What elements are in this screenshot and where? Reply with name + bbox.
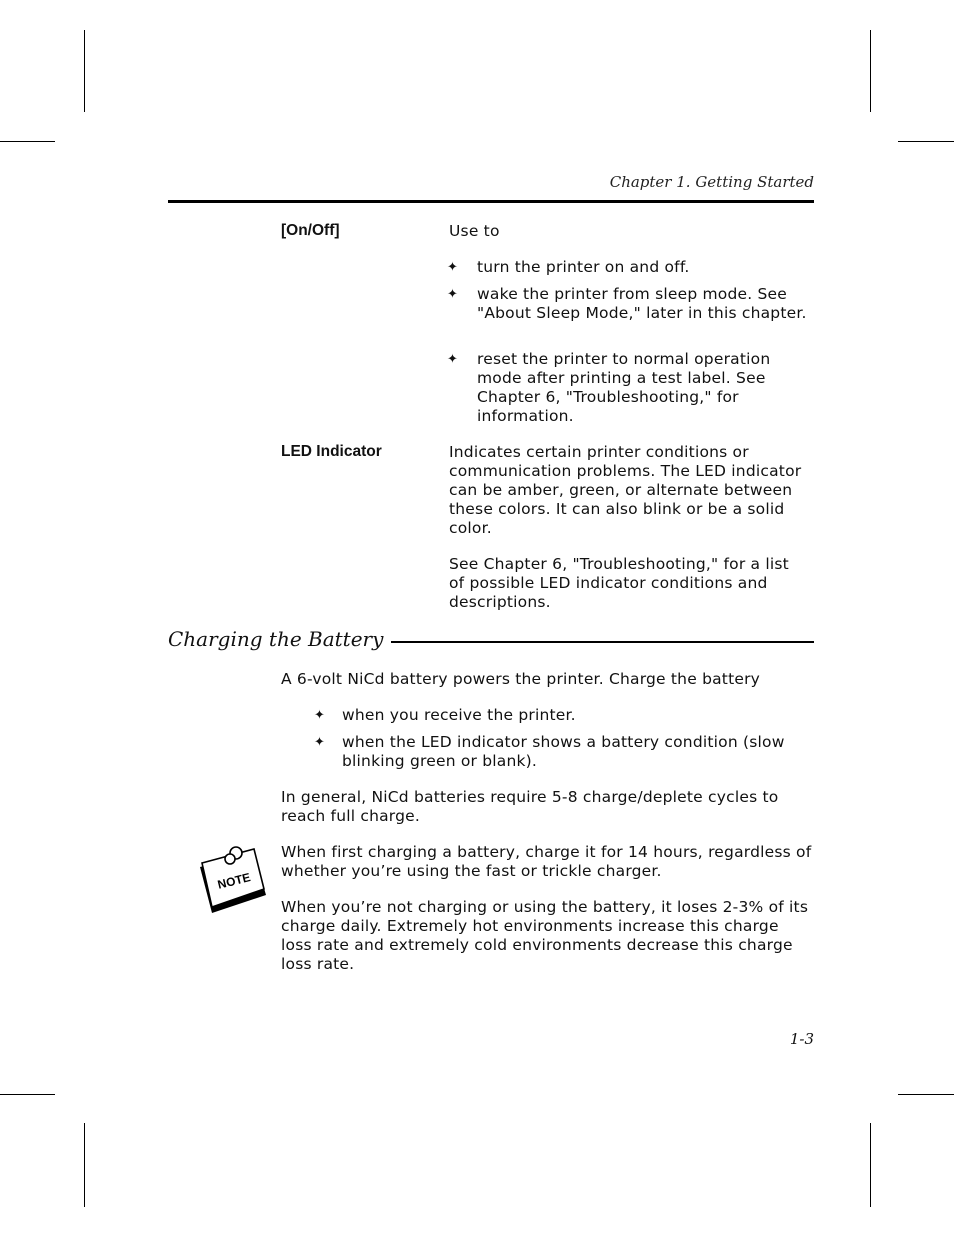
crop-mark: [0, 141, 55, 142]
list-item: turn the printer on and off.: [477, 258, 690, 276]
term-on-off: [On/Off]: [281, 222, 340, 239]
four-pointed-star-icon: ✦: [447, 260, 458, 275]
four-pointed-star-icon: ✦: [314, 735, 325, 750]
crop-mark: [84, 30, 85, 112]
four-pointed-star-icon: ✦: [447, 352, 458, 367]
crop-mark: [898, 1094, 954, 1095]
section-paragraph: In general, NiCd batteries require 5-8 charge/deplete cycles to reach full charge.: [281, 788, 779, 825]
definition-paragraph: Indicates certain printer conditions or communication problems. The LED indicator can be amber, green, or alternate between these colors. It can also blink or be a solid color.: [449, 443, 802, 537]
note-paragraph: When you’re not charging or using the battery, it loses 2-3% of its charge daily. Extremely hot environments increase this charge loss rate and extremely cold environments decrease this charge loss rate.: [281, 898, 809, 973]
page-number: 1-3: [789, 1030, 814, 1048]
crop-mark: [0, 1094, 55, 1095]
crop-mark: [84, 1123, 85, 1207]
list-item: wake the printer from sleep mode. See "About Sleep Mode," later in this chapter.: [477, 285, 807, 322]
definition-intro: Use to: [449, 222, 500, 240]
list-item: reset the printer to normal operation mode after printing a test label. See Chapter 6, "Troubleshooting," for information.: [477, 350, 771, 425]
crop-mark: [870, 1123, 871, 1207]
note-icon: [196, 843, 270, 917]
definition-paragraph: See Chapter 6, "Troubleshooting," for a list of possible LED indicator conditions and descriptions.: [449, 555, 789, 611]
header-rule: [168, 200, 814, 203]
section-intro: A 6-volt NiCd battery powers the printer. Charge the battery: [281, 670, 761, 688]
list-item: when you receive the printer.: [342, 706, 576, 724]
note-paragraph: When first charging a battery, charge it for 14 hours, regardless of whether you’re using the fast or trickle charger.: [281, 843, 812, 880]
four-pointed-star-icon: ✦: [447, 287, 458, 302]
running-head: Chapter 1. Getting Started: [609, 173, 814, 191]
crop-mark: [898, 141, 954, 142]
note-label: NOTE: [216, 870, 252, 892]
crop-mark: [870, 30, 871, 112]
term-led-indicator: LED Indicator: [281, 443, 382, 460]
list-item: when the LED indicator shows a battery condition (slow blinking green or blank).: [342, 733, 785, 770]
section-heading: Charging the Battery: [168, 627, 391, 651]
four-pointed-star-icon: ✦: [314, 708, 325, 723]
